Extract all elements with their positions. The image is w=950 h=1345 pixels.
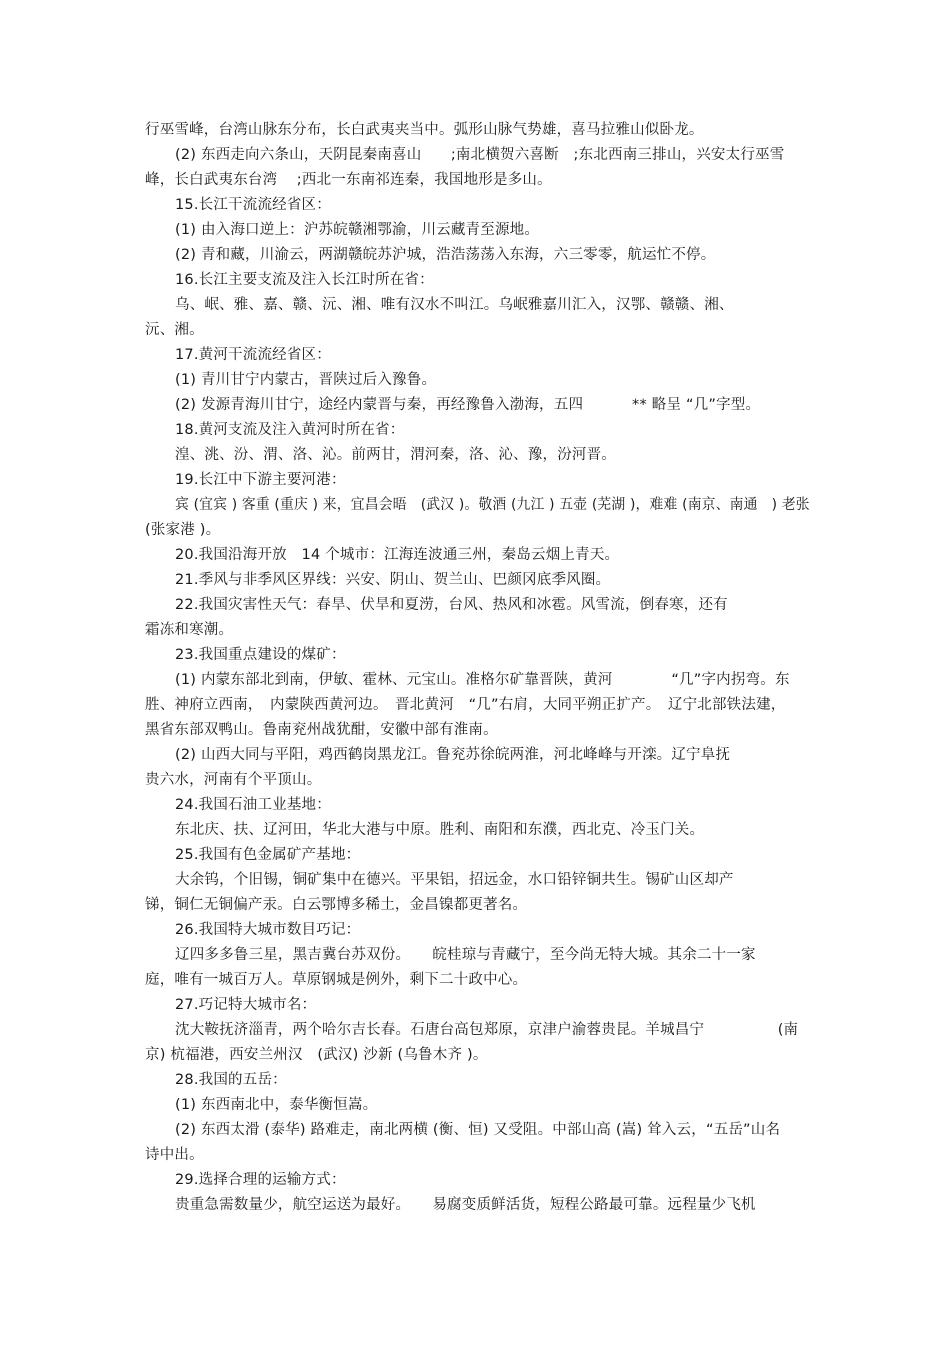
section-heading: 16.长江主要支流及注入长江时所在省： bbox=[175, 272, 434, 288]
text-line: 辽四多多鲁三星，黑吉冀台苏双份。 皖桂琼与青藏宁，至今尚无特大城。其余二十一家 bbox=[175, 947, 756, 963]
text-line: 贵重急需数量少，航空运送为最好。 易腐变质鲜活货，短程公路最可靠。远程量少飞机 bbox=[175, 1197, 756, 1213]
text-line: 贵六水，河南有个平顶山。 bbox=[145, 772, 322, 788]
text-line: 京) 杭福港，西安兰州汉 (武汉) 沙新 (乌鲁木齐 )。 bbox=[145, 1047, 488, 1063]
section-heading: 19.长江中下游主要河港： bbox=[175, 472, 346, 488]
text-line: 沈大鞍抚济淄青，两个哈尔吉长春。石唐台高包郑原，京津户渝蓉贵昆。羊城昌宁 (南 bbox=[175, 1022, 799, 1038]
section-heading: 27.巧记特大城市名： bbox=[175, 997, 317, 1013]
text-line: 宾 (宜宾 ) 客重 (重庆 ) 来，宜昌会晤 (武汉 )。敬酒 (九江 ) 五壶 (芜湖 )，难难 (南京、南通 ) 老张 bbox=[175, 497, 810, 513]
section-heading: 29.选择合理的运输方式： bbox=[175, 1172, 346, 1188]
text-line: (2) 青和藏，川渝云，两湖赣皖苏沪城，浩浩荡荡入东海，六三零零，航运忙不停。 bbox=[175, 247, 716, 263]
section-heading: 26.我国特大城市数目巧记： bbox=[175, 922, 361, 938]
section-heading: 21.季风与非季风区界线：兴安、阴山、贺兰山、巴颜冈底季风圈。 bbox=[175, 572, 611, 588]
text-line: 胜、神府立西南， 内蒙陕西黄河边。 晋北黄河 “几”右肩，大同平朔正扩产。 辽宁北部铁法建， bbox=[145, 697, 786, 713]
text-line: (2) 东西走向六条山，天阴昆秦南喜山 ;南北横贺六喜断 ;东北西南三排山，兴安太行巫雪 bbox=[175, 147, 785, 163]
section-heading: 18.黄河支流及注入黄河时所在省： bbox=[175, 422, 405, 438]
text-line: 东北庆、扶、辽河田，华北大港与中原。胜利、南阳和东濮，西北克、冷玉门关。 bbox=[175, 822, 705, 838]
text-line: 霜冻和寒潮。 bbox=[145, 622, 234, 638]
text-line: 诗中出。 bbox=[145, 1147, 204, 1163]
section-heading: 25.我国有色金属矿产基地： bbox=[175, 847, 361, 863]
text-line: 黑省东部双鸭山。鲁南兖州战犹酣，安徽中部有淮南。 bbox=[145, 722, 498, 738]
text-line: (2) 山西大同与平阳，鸡西鹤岗黑龙江。鲁兖苏徐皖两淮，河北峰峰与开滦。辽宁阜抚 bbox=[175, 747, 731, 763]
section-heading: 20.我国沿海开放 14 个城市：江海连波通三州，秦岛云烟上青天。 bbox=[175, 547, 620, 563]
section-heading: 22.我国灾害性天气：春旱、伏旱和夏涝，台风、热风和冰雹。风雪流，倒春寒，还有 bbox=[175, 597, 728, 613]
text-line: 庭，唯有一城百万人。草原钢城是例外，剩下二十政中心。 bbox=[145, 972, 528, 988]
text-line: 湟、洮、汾、渭、洛、沁。前两甘，渭河秦，洛、沁、豫，汾河晋。 bbox=[175, 447, 616, 463]
section-heading: 28.我国的五岳： bbox=[175, 1072, 287, 1088]
text-line: (张家港 )。 bbox=[145, 522, 221, 538]
text-line: (1) 青川甘宁内蒙古，晋陕过后入豫鲁。 bbox=[175, 372, 437, 388]
text-line: 峰，长白武夷东台湾 ;西北一东南祁连秦，我国地形是多山。 bbox=[145, 172, 552, 188]
text-line: 乌、岷、雅、嘉、赣、沅、湘、唯有汉水不叫江。乌岷雅嘉川汇入，汉鄂、赣赣、湘、 bbox=[175, 297, 734, 313]
section-heading: 17.黄河干流流经省区： bbox=[175, 347, 331, 363]
section-heading: 24.我国石油工业基地： bbox=[175, 797, 331, 813]
section-heading: 23.我国重点建设的煤矿： bbox=[175, 647, 346, 663]
text-line: (2) 东西太滑 (泰华) 路难走，南北两横 (衡、恒) 又受阻。中部山高 (嵩) 耸入云，“五岳”山名 bbox=[175, 1122, 781, 1138]
text-line: 大余钨，个旧锡，铜矿集中在德兴。平果铝，招远金，水口铅锌铜共生。锡矿山区却产 bbox=[175, 872, 734, 888]
text-line: (1) 内蒙东部北到南，伊敏、霍林、元宝山。准格尔矿靠晋陕，黄河 “几”字内拐弯。东 bbox=[175, 672, 790, 688]
text-line: (1) 东西南北中，泰华衡恒嵩。 bbox=[175, 1097, 378, 1113]
text-line: (1) 由入海口逆上：沪苏皖赣湘鄂渝，川云藏青至源地。 bbox=[175, 222, 540, 238]
text-line: 锑，铜仁无铜偏产汞。白云鄂博多稀土，金昌镍都更著名。 bbox=[145, 897, 528, 913]
text-line: 沅、湘。 bbox=[145, 322, 204, 338]
text-line: (2) 发源青海川甘宁，途经内蒙晋与秦，再经豫鲁入渤海，五四 ** 略呈 “几”字型。 bbox=[175, 397, 761, 413]
section-heading: 15.长江干流流经省区： bbox=[175, 197, 331, 213]
text-line: 行巫雪峰，台湾山脉东分布，长白武夷夹当中。弧形山脉气势雄，喜马拉雅山似卧龙。 bbox=[145, 122, 704, 138]
